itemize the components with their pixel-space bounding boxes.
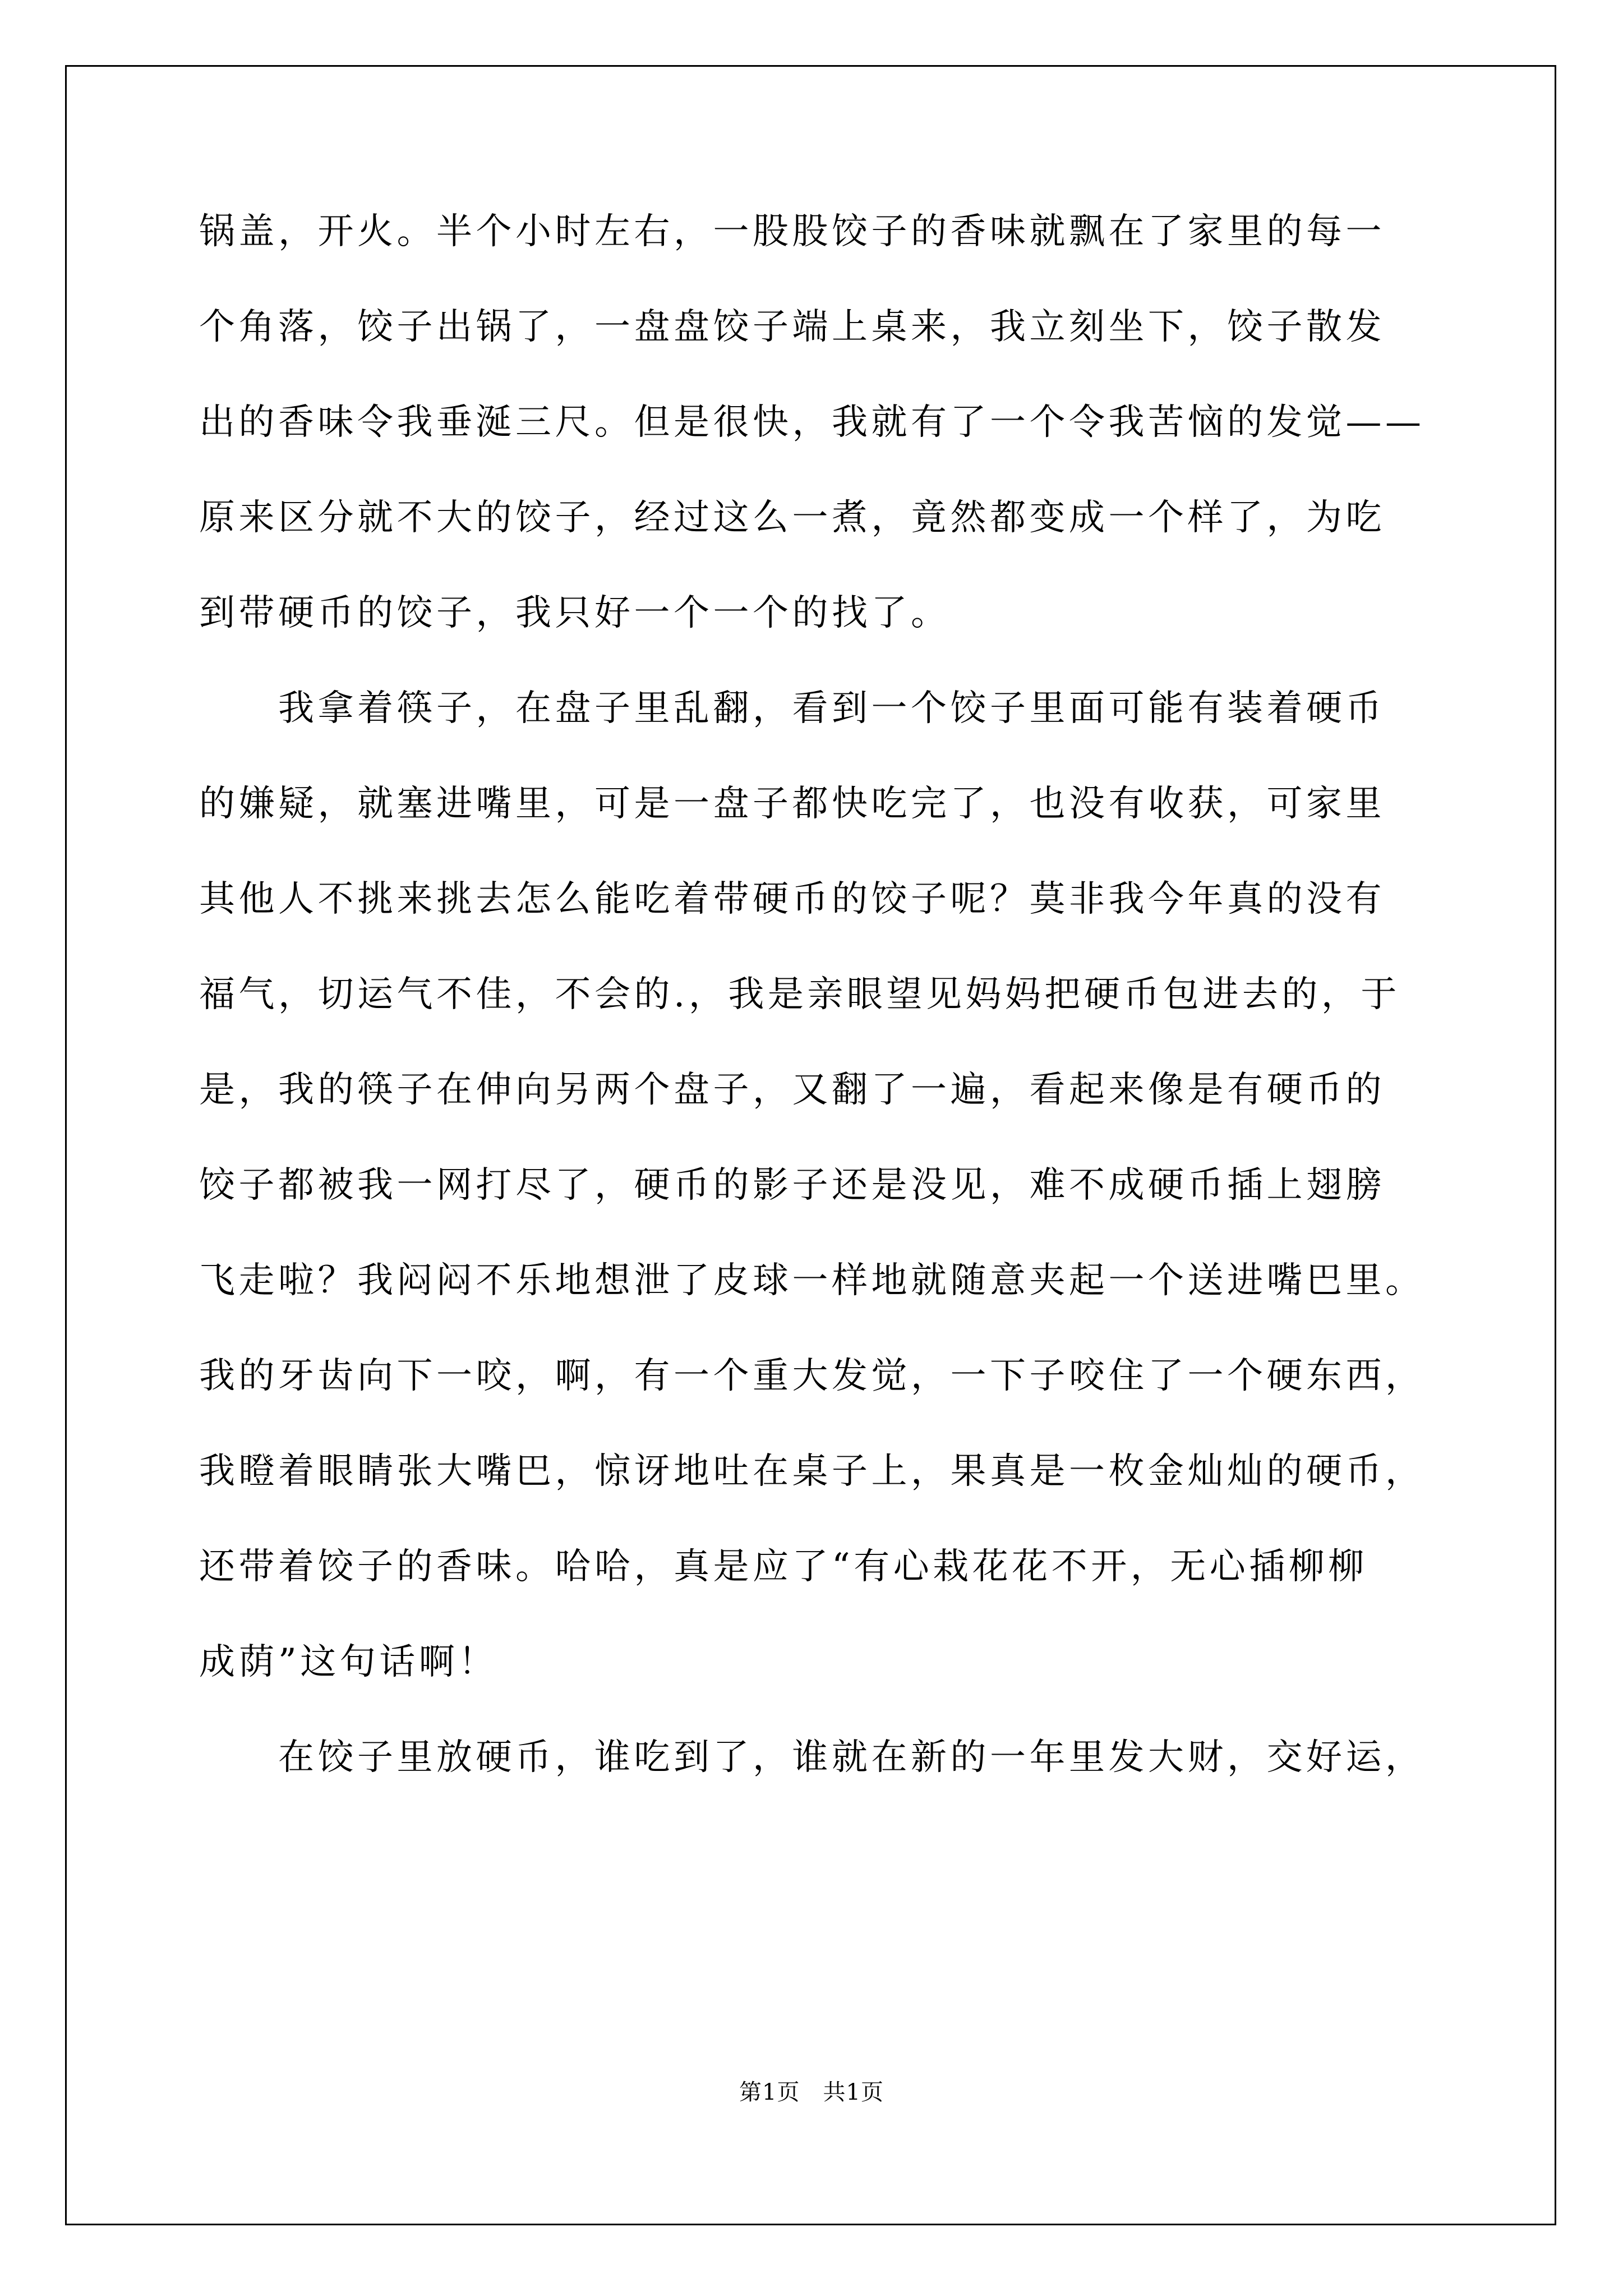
text-line: 我拿着筷子，在盘子里乱翻，看到一个饺子里面可能有装着硬币	[199, 688, 1385, 729]
text-line: 福气，切运气不佳，不会的.，我是亲眼望见妈妈把硬币包进去的，于	[199, 974, 1400, 1015]
text-line: 飞走啦？我闷闷不乐地想泄了皮球一样地就随意夹起一个送进嘴巴里。	[199, 1260, 1425, 1301]
text-line: 我瞪着眼睛张大嘴巴，惊讶地吐在桌子上，果真是一枚金灿灿的硬币，	[199, 1451, 1425, 1492]
text-line: 是，我的筷子在伸向另两个盘子，又翻了一遍，看起来像是有硬币的	[199, 1069, 1385, 1111]
page-border	[65, 65, 1556, 2225]
text-line: 锅盖，开火。半个小时左右，一股股饺子的香味就飘在了家里的每一	[199, 211, 1385, 252]
text-line: 原来区分就不大的饺子，经过这么一煮，竟然都变成一个样了，为吃	[199, 497, 1385, 539]
text-line: 成荫”这句话啊！	[199, 1641, 498, 1683]
text-line: 在饺子里放硬币，谁吃到了，谁就在新的一年里发大财，交好运，	[199, 1737, 1425, 1778]
text-line: 个角落，饺子出锅了，一盘盘饺子端上桌来，我立刻坐下，饺子散发	[199, 306, 1385, 348]
text-line: 出的香味令我垂涎三尺。但是很快，我就有了一个令我苦恼的发觉——	[199, 402, 1425, 443]
text-line: 饺子都被我一网打尽了，硬币的影子还是没见，难不成硬币插上翅膀	[199, 1165, 1385, 1206]
text-line: 其他人不挑来挑去怎么能吃着带硬币的饺子呢？莫非我今年真的没有	[199, 878, 1385, 920]
text-line: 我的牙齿向下一咬，啊，有一个重大发觉，一下子咬住了一个硬东西，	[199, 1355, 1425, 1397]
text-line: 的嫌疑，就塞进嘴里，可是一盘子都快吃完了，也没有收获，可家里	[199, 783, 1385, 825]
text-line: 到带硬币的饺子，我只好一个一个的找了。	[199, 592, 951, 634]
text-line: 还带着饺子的香味。哈哈，真是应了“有心栽花花不开，无心插柳柳	[199, 1546, 1368, 1588]
page-footer: 第1页 共1页	[739, 2079, 884, 2105]
